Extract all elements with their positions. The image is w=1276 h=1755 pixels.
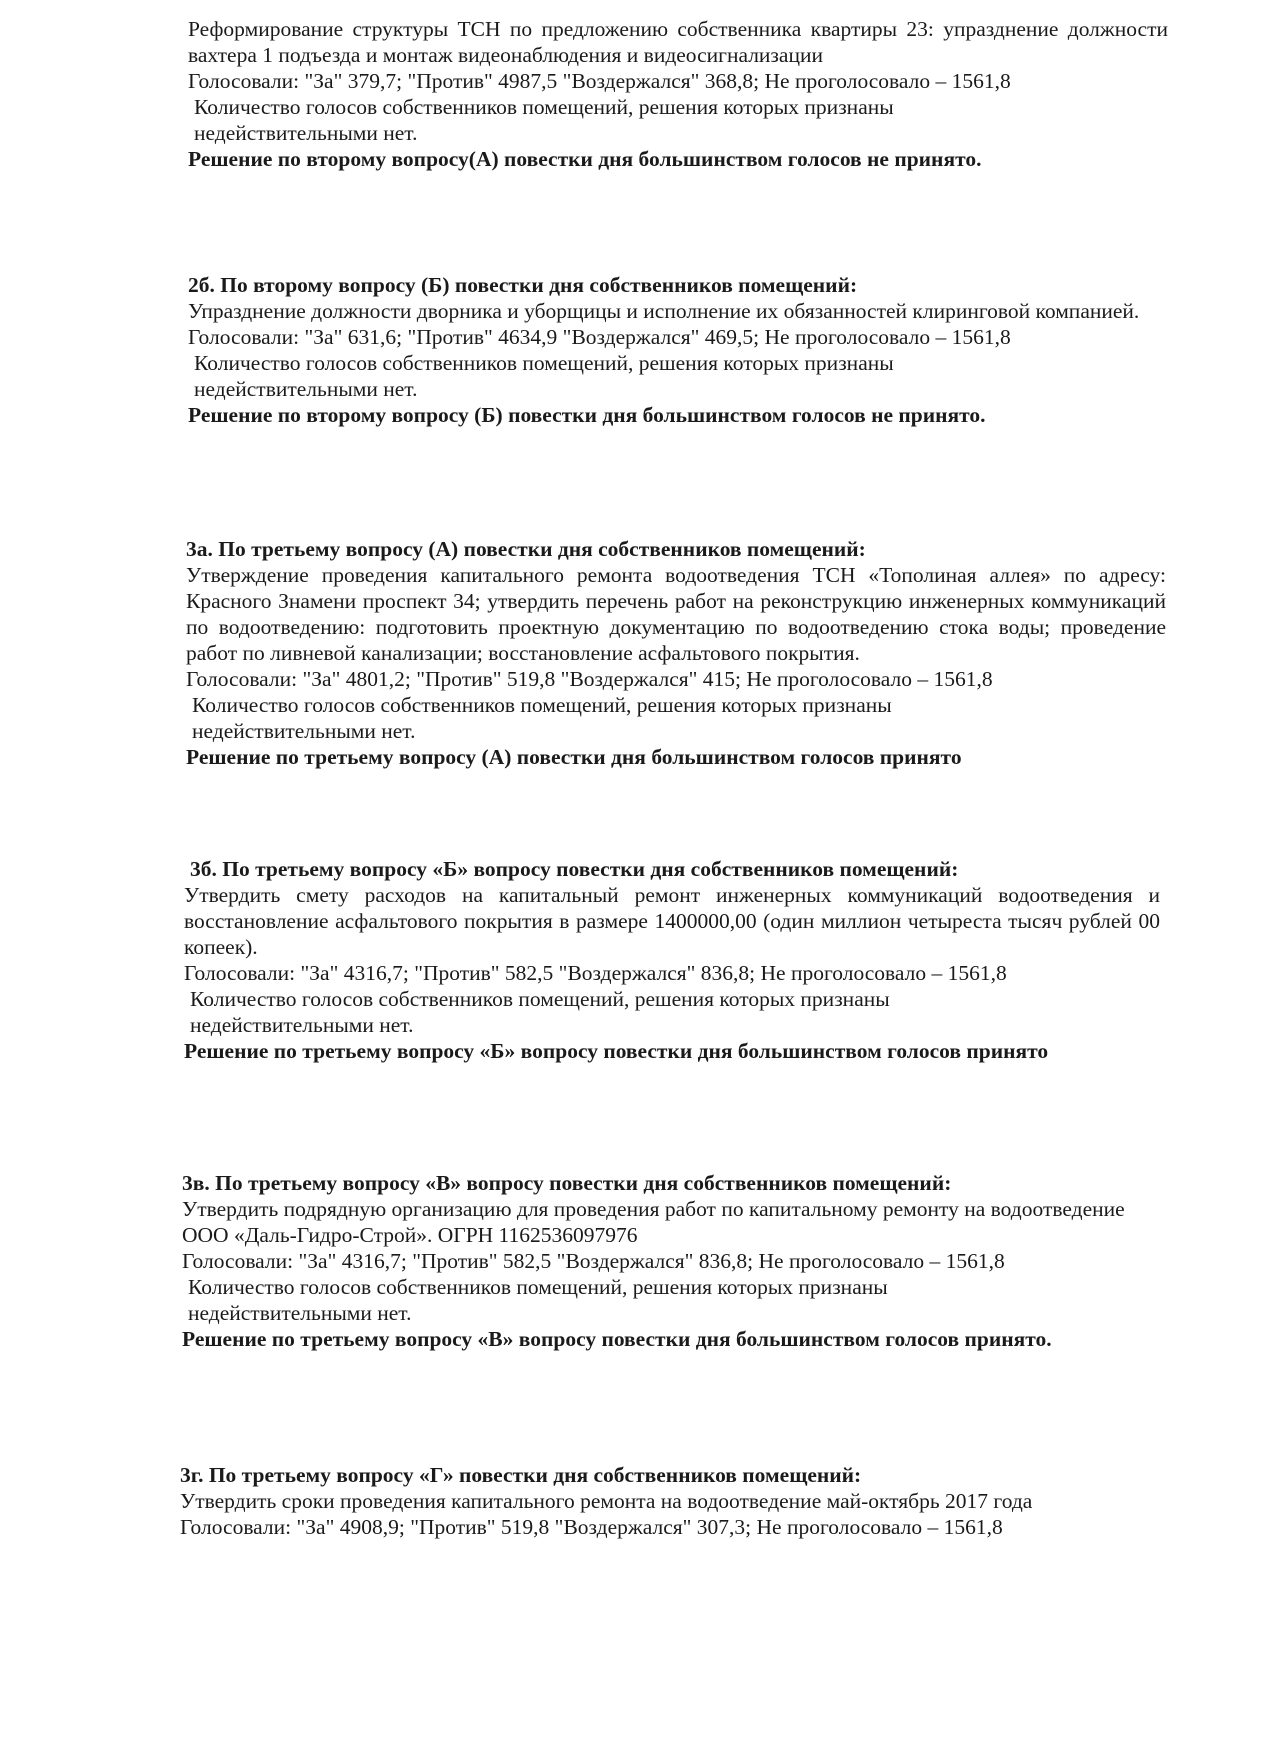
section-3a bbox=[186, 536, 1166, 770]
section-3g bbox=[180, 1462, 1156, 1540]
question-text: Утвердить сроки проведения капитального ремонта на водоотведение май-октябрь 2017 года bbox=[180, 1489, 1033, 1513]
invalid-votes-line: Количество голосов собственников помещений, решения которых признаны недействительными нет. bbox=[194, 95, 894, 145]
question-text: Утверждение проведения капитального ремонта водоотведения ТСН «Тополиная аллея» по адресу: Красного Знамени проспект 34; утвердить перечень работ на реконструкцию инженерных коммуникаций по водоотведению: подготовить проектную документацию по водоотведению стока воды; проведение работ по ливневой канализации; восстановление асфальтового покрытия. bbox=[186, 563, 1166, 665]
section-2b bbox=[188, 272, 1166, 428]
decision-line: Решение по второму вопросу(А) повестки дня большинством голосов не принято. bbox=[188, 147, 982, 171]
votes-line: Голосовали: "За" 631,6; "Против" 4634,9 "Воздержался" 469,5; Не проголосовало – 1561,8 bbox=[188, 325, 1011, 349]
question-text: Упразднение должности дворника и уборщицы и исполнение их обязанностей клиринговой компанией. bbox=[188, 299, 1140, 323]
votes-line: Голосовали: "За" 379,7; "Против" 4987,5 "Воздержался" 368,8; Не проголосовало – 1561,8 bbox=[188, 69, 1011, 93]
section-heading: 3б. По третьему вопросу «Б» вопросу повестки дня собственников помещений: bbox=[190, 857, 959, 881]
invalid-votes-line: Количество голосов собственников помещений, решения которых признаны недействительными нет. bbox=[190, 987, 890, 1037]
question-text: Реформирование структуры ТСН по предложению собственника квартиры 23: упразднение должности вахтера 1 подъезда и монтаж видеонаблюдения и видеосигнализации bbox=[188, 17, 1168, 67]
section-2a bbox=[188, 16, 1168, 172]
section-3b bbox=[184, 856, 1160, 1064]
votes-line: Голосовали: "За" 4316,7; "Против" 582,5 "Воздержался" 836,8; Не проголосовало – 1561,8 bbox=[184, 961, 1007, 985]
section-3v bbox=[182, 1170, 1158, 1352]
votes-line: Голосовали: "За" 4801,2; "Против" 519,8 "Воздержался" 415; Не проголосовало – 1561,8 bbox=[186, 667, 993, 691]
invalid-votes-line: Количество голосов собственников помещений, решения которых признаны недействительными нет. bbox=[194, 351, 894, 401]
decision-line: Решение по третьему вопросу (А) повестки дня большинством голосов принято bbox=[186, 745, 962, 769]
section-heading: 3а. По третьему вопросу (А) повестки дня собственников помещений: bbox=[186, 537, 866, 561]
invalid-votes-line: Количество голосов собственников помещений, решения которых признаны недействительными нет. bbox=[192, 693, 892, 743]
section-heading: 3в. По третьему вопросу «В» вопросу повестки дня собственников помещений: bbox=[182, 1171, 952, 1195]
votes-line: Голосовали: "За" 4316,7; "Против" 582,5 "Воздержался" 836,8; Не проголосовало – 1561,8 bbox=[182, 1249, 1005, 1273]
votes-line: Голосовали: "За" 4908,9; "Против" 519,8 "Воздержался" 307,3; Не проголосовало – 1561,8 bbox=[180, 1515, 1003, 1539]
decision-line: Решение по третьему вопросу «Б» вопросу повестки дня большинством голосов принято bbox=[184, 1039, 1049, 1063]
section-heading: 2б. По второму вопросу (Б) повестки дня собственников помещений: bbox=[188, 273, 858, 297]
invalid-votes-line: Количество голосов собственников помещений, решения которых признаны недействительными нет. bbox=[188, 1275, 888, 1325]
question-text: Утвердить подрядную организацию для проведения работ по капитальному ремонту на водоотведение ООО «Даль-Гидро-Строй». ОГРН 1162536097976 bbox=[182, 1197, 1125, 1247]
question-text: Утвердить смету расходов на капитальный ремонт инженерных коммуникаций водоотведения и восстановление асфальтового покрытия в размере 1400000,00 (один миллион четыреста тысяч рублей 00 копеек). bbox=[184, 883, 1160, 959]
decision-line: Решение по второму вопросу (Б) повестки дня большинством голосов не принято. bbox=[188, 403, 986, 427]
section-heading: 3г. По третьему вопросу «Г» повестки дня собственников помещений: bbox=[180, 1463, 862, 1487]
decision-line: Решение по третьему вопросу «В» вопросу повестки дня большинством голосов принято. bbox=[182, 1327, 1052, 1351]
